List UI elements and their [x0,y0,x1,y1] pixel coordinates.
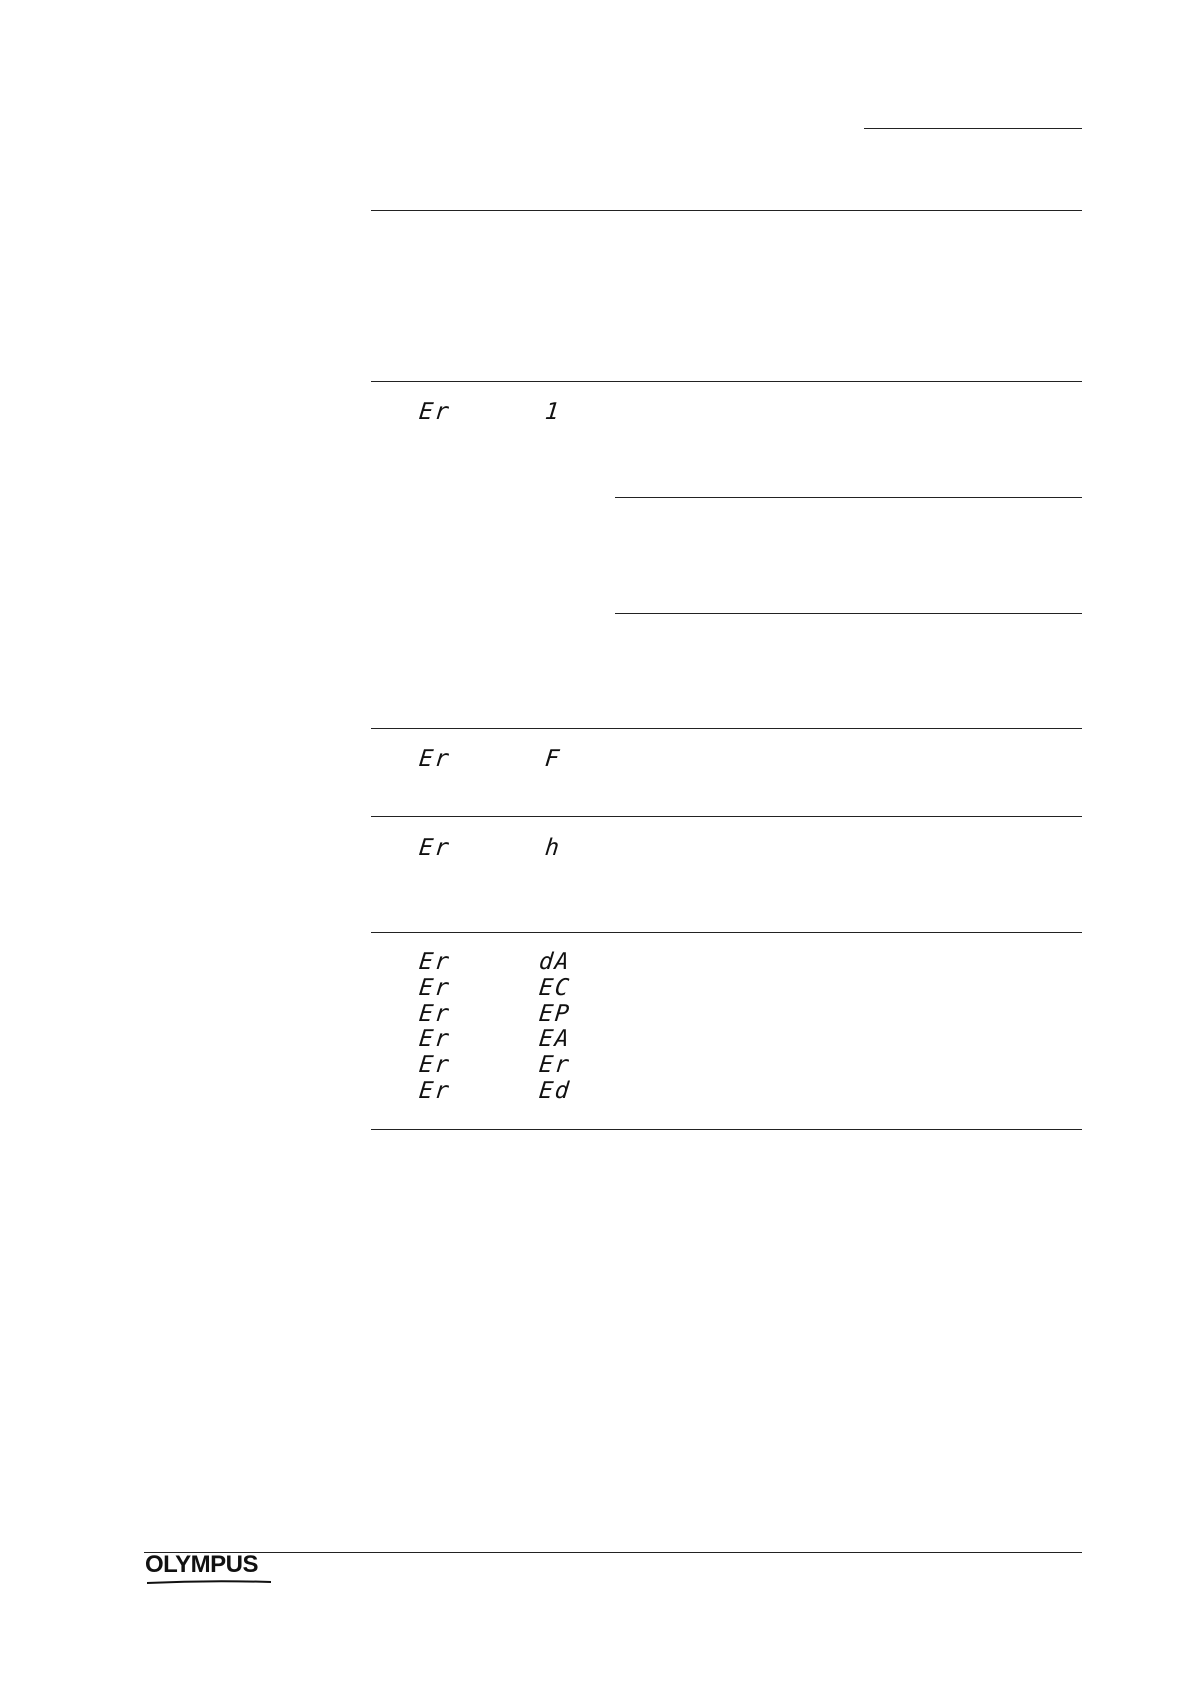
error-code-suffix: EP [537,1001,573,1027]
row-divider-1 [371,728,1082,729]
error-code-suffix: Ed [537,1078,573,1104]
error-code-suffix: h [543,835,563,861]
error-code-prefix: Er [417,1026,453,1052]
error-code-prefix: Er [417,975,453,1001]
error-code-prefix: Er [417,949,453,975]
row-divider-3 [371,932,1082,933]
error-code-prefix: Er [417,746,453,772]
error-code-prefix: Er [417,835,453,861]
error-code-prefix: Er [417,1078,453,1104]
error-code-suffix: EC [537,975,573,1001]
row1-sub-rule-1 [615,497,1082,498]
table-header-rule [371,381,1082,382]
error-code-prefix: Er [417,1001,453,1027]
logo-underline-swoosh [147,1579,271,1585]
error-code-suffix: Er [537,1052,573,1078]
olympus-logo: OLYMPUS [145,1551,258,1578]
error-code-suffix: dA [537,949,573,975]
error-code-prefix: Er [417,399,453,425]
error-code-suffix: 1 [543,399,563,425]
error-code-suffix: EA [537,1026,573,1052]
header-rule [864,128,1082,129]
table-top-rule [371,210,1082,211]
footer-rule [144,1552,1082,1553]
table-bottom-rule [371,1129,1082,1130]
row-divider-2 [371,816,1082,817]
error-code-prefix: Er [417,1052,453,1078]
row1-sub-rule-2 [615,613,1082,614]
error-code-suffix: F [543,746,563,772]
